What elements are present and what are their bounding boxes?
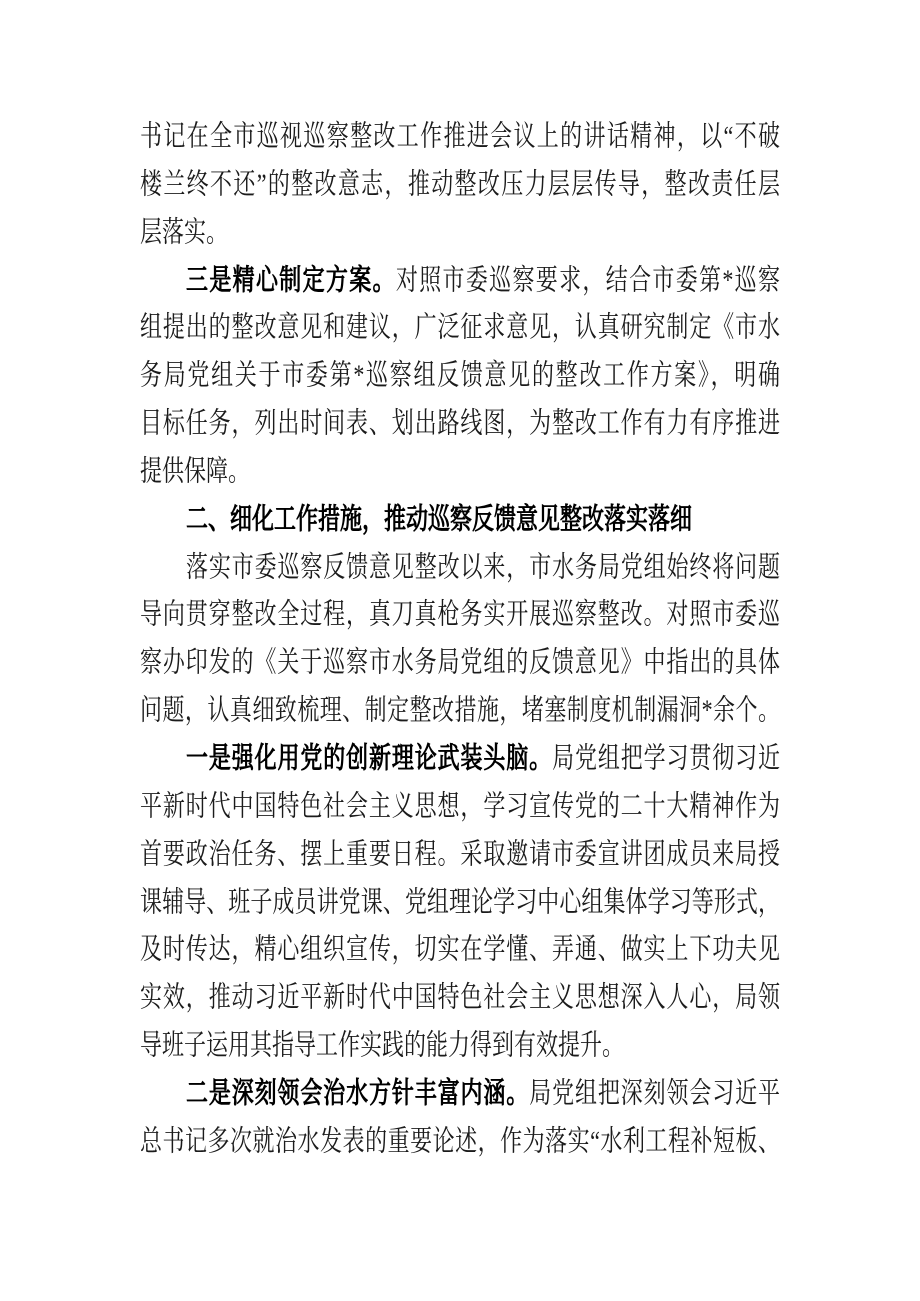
body-text-segment: 导向贯穿整改全过程，真刀真枪务实开展巡察整改。对照市委巡 [140, 597, 780, 631]
body-text-segment: 课辅导、班子成员讲党课、党组理论学习中心组集体学习等形式， [140, 884, 780, 918]
body-text-segment: 层落实。 [140, 214, 229, 248]
body-text-segment: 楼兰终不还”的整改意志，推动整改压力层层传导，整改责任层 [140, 166, 780, 200]
body-text-segment: 务局党组关于市委第*巡察组反馈意见的整改工作方案》，明确 [140, 358, 780, 392]
body-text-segment: 实效，推动习近平新时代中国特色社会主义思想深入人心，局领 [140, 980, 780, 1014]
bold-run-in-heading: 一是强化用党的创新理论武装头脑。 [186, 740, 553, 774]
body-text-segment: 平新时代中国特色社会主义思想，学习宣传党的二十大精神作为 [140, 788, 780, 822]
body-text-segment: 对照市委巡察要求，结合市委第*巡察 [395, 262, 780, 296]
body-text-segment: 落实市委巡察反馈意见整改以来，市水务局党组始终将问题 [186, 549, 780, 583]
text-line-content [140, 1109, 780, 1172]
body-text-segment: 书记在全市巡视巡察整改工作推进会议上的讲话精神，以“不破 [140, 118, 780, 152]
bold-run-in-heading: 三是精心制定方案。 [186, 262, 396, 296]
bold-run-in-heading: 二是深刻领会治水方针丰富内涵。 [186, 1075, 530, 1109]
body-text-segment: 问题，认真细致梳理、制定整改措施，堵塞制度机制漏洞*余个。 [140, 692, 780, 726]
body-text-segment: 提供保障。 [140, 453, 251, 487]
body-text-segment: 局党组把学习贯彻习近 [552, 740, 780, 774]
body-text-segment: 局党组把深刻领会习近平 [529, 1075, 780, 1109]
body-text-segment: 及时传达，精心组织宣传，切实在学懂、弄通、做实上下功夫见 [140, 932, 780, 966]
body-text-segment: 察办印发的《关于巡察市水务局党组的反馈意见》中指出的具体 [140, 645, 780, 679]
body-text-segment: 目标任务，列出时间表、划出路线图，为整改工作有力有序推进 [140, 405, 780, 439]
document-text [140, 112, 780, 1165]
body-text-segment: 总书记多次就治水发表的重要论述，作为落实“水利工程补短板、 [140, 1123, 780, 1157]
body-text-segment: 组提出的整改意见和建议，广泛征求意见，认真研究制定《市水 [140, 310, 780, 344]
bold-run-in-heading: 二、细化工作措施，推动巡察反馈意见整改落实落细 [186, 501, 693, 535]
text-line [140, 1117, 780, 1165]
body-text-segment: 导班子运用其指导工作实践的能力得到有效提升。 [140, 1027, 625, 1061]
body-text-segment: 首要政治任务、摆上重要日程。采取邀请市委宣讲团成员来局授 [140, 836, 780, 870]
